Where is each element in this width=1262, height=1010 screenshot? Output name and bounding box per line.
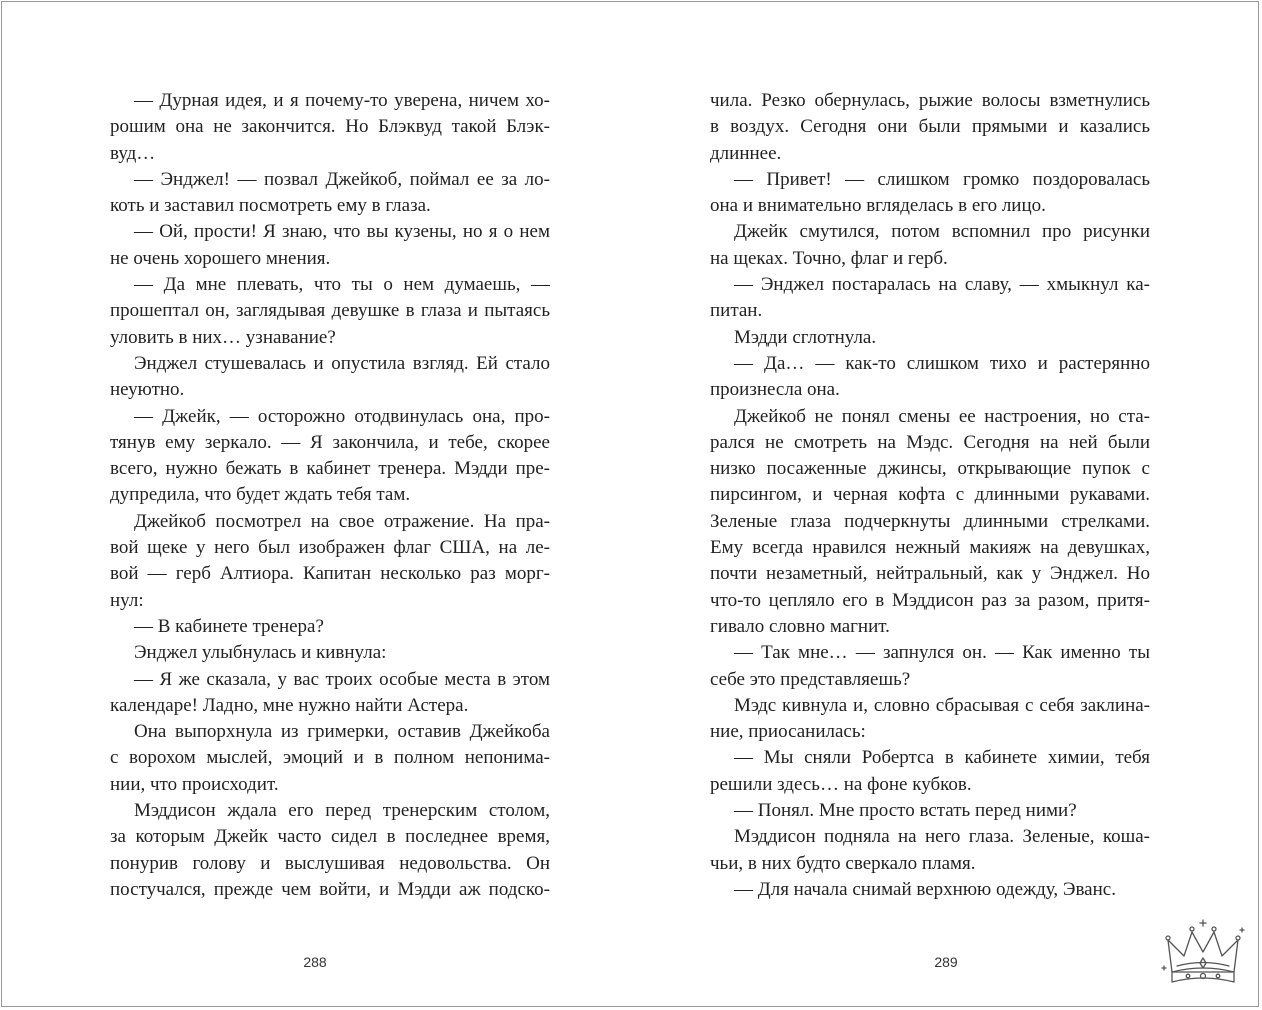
text-line: вой щеке у него был изображен флаг США, на ле- <box>110 537 550 559</box>
text-line: дупредила, что будет ждать тебя там. <box>110 484 411 506</box>
text-line: вой — герб Алтиора. Капитан несколько раз морг- <box>110 563 550 585</box>
text-line: неуютно. <box>110 379 185 401</box>
text-line: что-то цепляло его в Мэддисон раз за разом, притя- <box>710 589 1150 611</box>
crown-icon <box>1160 916 1246 992</box>
text-line: — Мы сняли Робертса в кабинете химии, тебя <box>734 747 1150 769</box>
text-line: прошептал он, заглядывая девушке в глаза и пытаясь <box>110 300 550 322</box>
text-line: — Энджел! — позвал Джейкоб, поймал ее за ло- <box>134 168 550 190</box>
text-line: на щеках. Точно, флаг и герб. <box>710 247 948 269</box>
text-line: ние, приосанилась: <box>710 721 866 743</box>
text-line: — Привет! — слишком громко поздоровалась <box>734 168 1150 190</box>
text-line: Мэдс кивнула и, словно сбрасывая с себя заклина- <box>734 694 1150 716</box>
text-line: с ворохом мыслей, эмоций и в полном непонима- <box>110 747 550 769</box>
text-line: — Дурная идея, и я почему-то уверена, ничем хо- <box>134 90 550 111</box>
text-line: решили здесь… на фоне кубков. <box>710 773 972 795</box>
text-line: произнесла она. <box>710 379 840 401</box>
text-line: нул: <box>110 589 144 611</box>
text-line: себе это представляешь? <box>710 668 911 690</box>
right-page-text <box>710 88 1150 903</box>
text-line: чила. Резко обернулась, рыжие волосы взметнулись <box>710 90 1150 111</box>
text-line: всего, нужно бежать в кабинет тренера. Мэдди пре- <box>110 458 550 480</box>
text-line: она и внимательно вгляделась в его лицо. <box>710 195 1046 217</box>
text-line: не очень хорошего мнения. <box>110 247 331 269</box>
text-line: питан. <box>710 300 763 322</box>
text-line: Джейк смутился, потом вспомнил про рисунки <box>734 221 1150 243</box>
text-line: Энджел улыбнулась и кивнула: <box>134 642 387 664</box>
text-line: Зеленые глаза подчеркнуты длинными стрелками. <box>710 510 1150 532</box>
text-line: Мэддисон подняла на него глаза. Зеленые, коша- <box>734 826 1150 848</box>
text-line: понурив голову и выслушивая недовольства. Он <box>110 852 550 874</box>
text-line: — Да мне плевать, что ты о нем думаешь, — <box>134 274 550 296</box>
text-line: чьи, в них будто сверкало пламя. <box>710 852 976 874</box>
text-line: Она выпорхнула из гримерки, оставив Джейкоба <box>134 721 550 743</box>
text-line: в воздух. Сегодня они были прямыми и казались <box>710 116 1150 138</box>
text-line: Энджел стушевалась и опустила взгляд. Ей стало <box>134 352 550 374</box>
text-line: — Джейк, — осторожно отодвинулась она, про- <box>134 405 550 427</box>
text-line: Ему всегда нравился нежный макияж на девушках, <box>710 537 1150 559</box>
text-line: Джейкоб не понял смены ее настроения, но ста- <box>734 405 1150 427</box>
text-line: календаре! Ладно, мне нужно найти Астера. <box>110 694 469 716</box>
text-line: постучался, прежде чем войти, и Мэдди аж подско- <box>110 878 550 900</box>
text-line: уловить в них… узнавание? <box>110 326 336 348</box>
text-line: гивало словно магнит. <box>710 615 890 637</box>
text-line: — Так мне… — запнулся он. — Как именно ты <box>734 642 1150 664</box>
text-line: пирсингом, и черная кофта с длинными рукавами. <box>710 484 1150 506</box>
text-line: вуд… <box>110 142 156 164</box>
text-line: длиннее. <box>710 142 782 164</box>
text-line: низко посаженные джинсы, открывающие пупок с <box>710 458 1150 480</box>
text-line: Мэддисон ждала его перед тренерским столом, <box>134 800 550 822</box>
text-line: — Я же сказала, у вас троих особые места в этом <box>134 668 550 690</box>
text-line: рошим она не закончится. Но Блэквуд такой Блэк- <box>110 116 550 138</box>
text-line: Джейкоб посмотрел на свое отражение. На пра- <box>134 510 550 532</box>
text-line: — Ой, прости! Я знаю, что вы кузены, но я о нем <box>134 221 550 243</box>
text-line: коть и заставил посмотреть ему в глаза. <box>110 195 431 217</box>
text-line: за которым Джейк часто сидел в последнее время, <box>110 826 550 848</box>
text-line: тянув ему зеркало. — Я закончила, и тебе, скорее <box>110 431 550 453</box>
text-line: — Для начала снимай верхнюю одежду, Эванс. <box>734 878 1116 900</box>
text-line: Мэдди сглотнула. <box>734 326 877 348</box>
text-line: — Понял. Мне просто встать перед ними? <box>734 800 1077 822</box>
text-line: — Да… — как-то слишком тихо и растерянно <box>734 352 1150 374</box>
text-line: рался не смотреть на Мэдс. Сегодня на ней были <box>710 431 1150 453</box>
left-page-text <box>110 88 550 903</box>
text-line: — В кабинете тренера? <box>134 615 324 637</box>
text-line: — Энджел постаралась на славу, — хмыкнул ка- <box>734 274 1150 296</box>
text-line: почти незаметный, нейтральный, как у Энджел. Но <box>710 563 1150 585</box>
left-page-number: 288 <box>303 954 327 970</box>
text-line: нии, что происходит. <box>110 773 279 795</box>
right-page-number: 289 <box>934 954 958 970</box>
